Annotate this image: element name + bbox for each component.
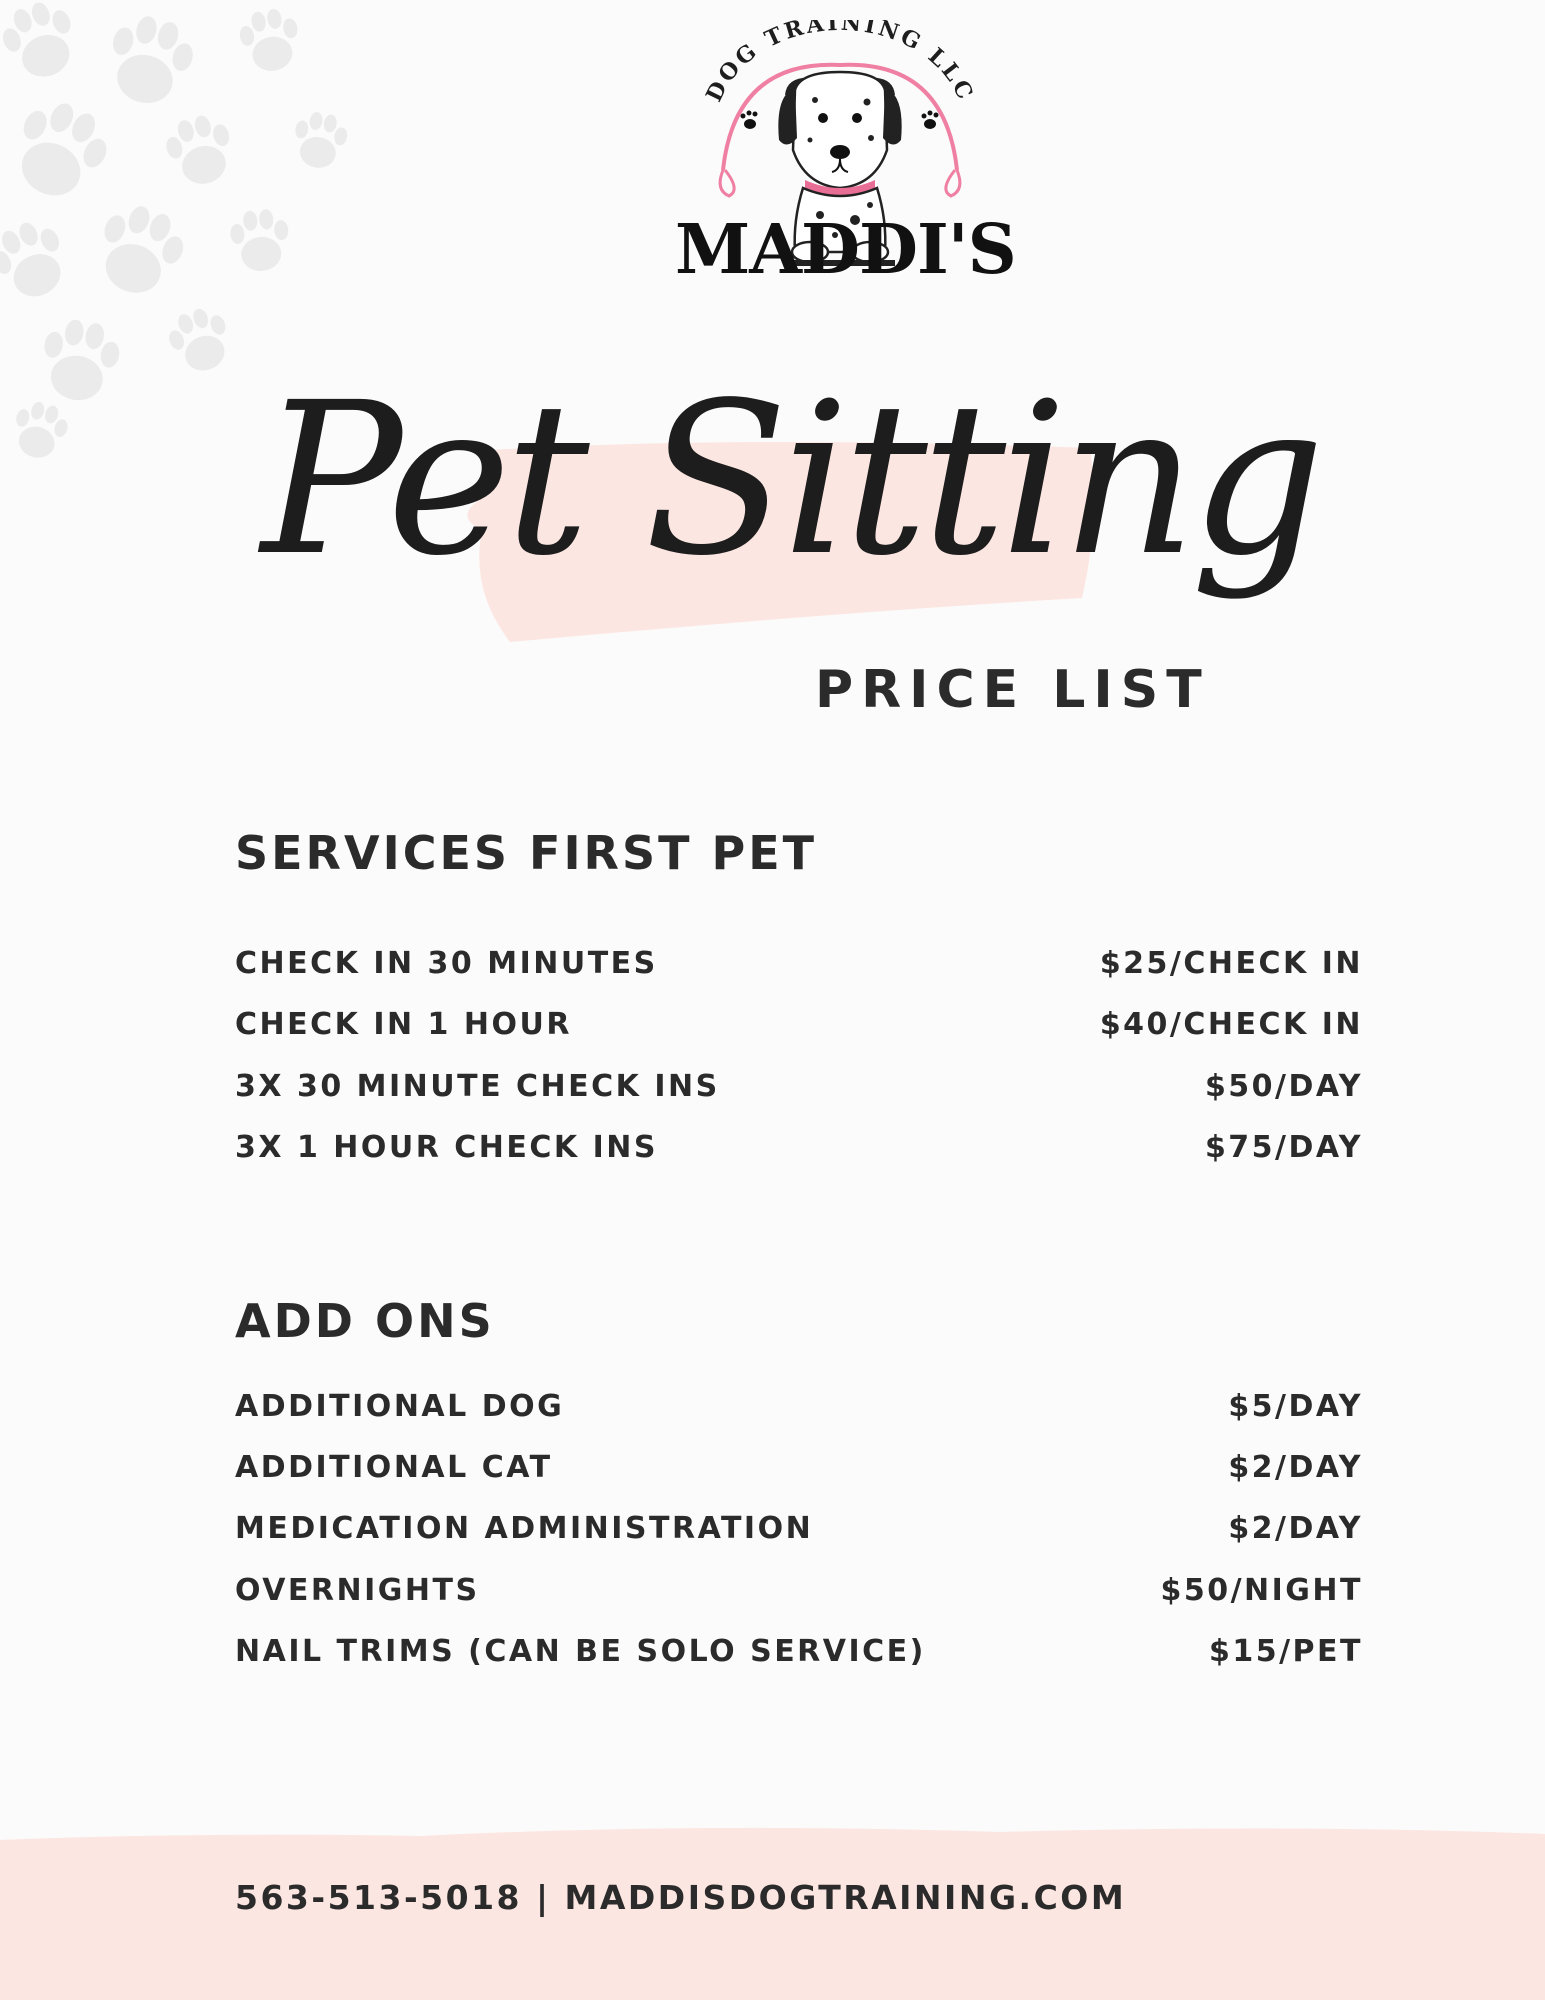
service-name: CHECK IN 30 MINUTES [235, 945, 658, 981]
service-name: CHECK IN 1 HOUR [235, 1006, 572, 1042]
addon-name: OVERNIGHTS [235, 1572, 480, 1608]
paw-icon-left [741, 111, 758, 130]
addon-name: MEDICATION ADMINISTRATION [235, 1510, 814, 1546]
addon-price: $15/PET [1208, 1633, 1363, 1669]
service-name: 3X 1 HOUR CHECK INS [235, 1129, 658, 1165]
logo-brand-name: MADDI'S [675, 210, 1016, 290]
title-block [220, 330, 1360, 660]
addon-price: $5/DAY [1228, 1388, 1363, 1424]
addon-price: $2/DAY [1228, 1449, 1363, 1485]
addon-row [235, 1629, 1363, 1673]
addon-price: $2/DAY [1228, 1510, 1363, 1546]
addon-name: ADDITIONAL CAT [235, 1449, 553, 1485]
services-heading: SERVICES FIRST PET [235, 826, 818, 880]
service-row [235, 1125, 1363, 1169]
company-logo [675, 20, 1016, 295]
service-row [235, 1002, 1363, 1046]
service-price: $25/CHECK IN [1099, 945, 1363, 981]
paw-icon-right [922, 111, 939, 130]
logo-arc-text: DOG TRAINING LLC [700, 20, 980, 106]
service-row [235, 1064, 1363, 1108]
addon-price: $50/NIGHT [1160, 1572, 1363, 1608]
service-price: $75/DAY [1204, 1129, 1363, 1165]
script-title: Pet Sitting [261, 357, 1319, 602]
service-name: 3X 30 MINUTE CHECK INS [235, 1068, 720, 1104]
addon-row [235, 1506, 1363, 1550]
service-price: $50/DAY [1204, 1068, 1363, 1104]
addon-name: ADDITIONAL DOG [235, 1388, 565, 1424]
addon-name: NAIL TRIMS (CAN BE SOLO SERVICE) [235, 1633, 926, 1669]
addon-row [235, 1568, 1363, 1612]
addon-row [235, 1445, 1363, 1489]
price-list-subtitle: PRICE LIST [815, 660, 1210, 720]
service-price: $40/CHECK IN [1099, 1006, 1363, 1042]
footer-contact: 563-513-5018 | MADDISDOGTRAINING.COM [235, 1878, 1127, 1917]
service-row [235, 941, 1363, 985]
addons-heading: ADD ONS [235, 1294, 495, 1348]
addon-row [235, 1384, 1363, 1428]
